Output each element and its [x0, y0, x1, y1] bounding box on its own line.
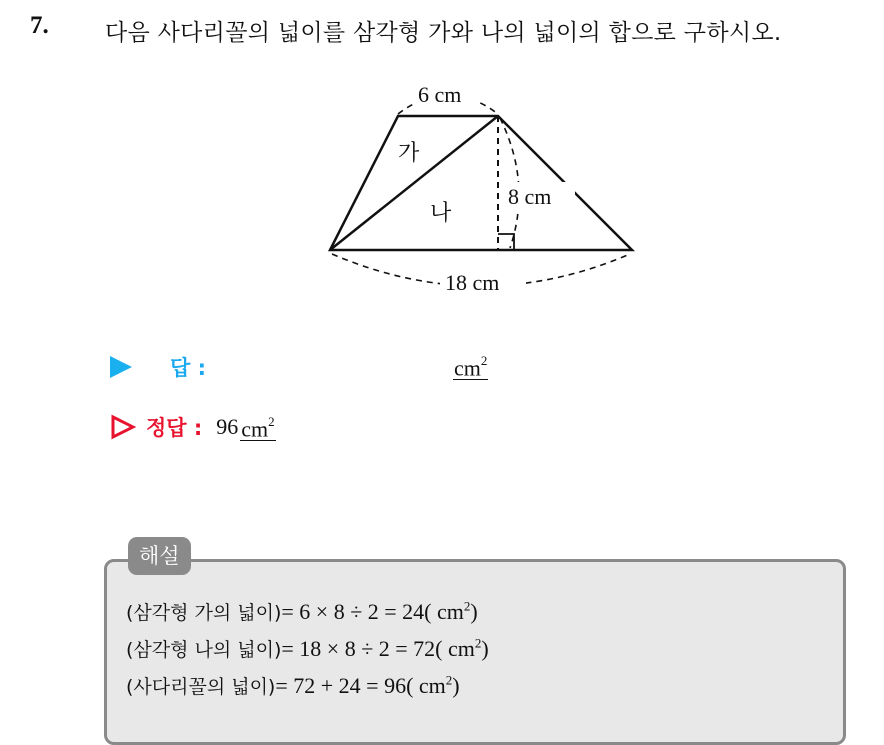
answer-unit[interactable]: $cm^2$	[454, 353, 488, 381]
answer-label: 답 :	[170, 356, 206, 380]
trapezoid-figure	[300, 78, 660, 298]
explanation-line: (삼각형 나의 넓이)= 18 × 8 ÷ 2 = 72( $cm^2$)	[126, 635, 489, 661]
question-number: 7.	[30, 12, 49, 39]
diagonal-line	[330, 116, 498, 250]
region-ga-label: 가	[398, 141, 420, 166]
bottom-length-label: 18 cm	[445, 270, 500, 295]
explanation-line: (사다리꼴의 넓이)= 72 + 24 = 96( $cm^2$)	[126, 672, 460, 698]
top-length-label: 6 cm	[418, 82, 462, 107]
correct-answer-label: 정답 :	[146, 416, 203, 440]
answer-row	[110, 350, 206, 384]
correct-answer-unit: $cm^2$	[241, 413, 275, 442]
height-length-label: 8 cm	[508, 184, 552, 209]
region-na-label: 나	[430, 201, 452, 226]
explanation-tab: 해설	[128, 537, 191, 575]
trapezoid-outline	[330, 116, 632, 250]
correct-answer-row	[110, 410, 276, 444]
correct-answer-value: 96	[216, 414, 239, 439]
right-angle-mark	[498, 234, 514, 250]
outline-arrow-icon	[110, 414, 136, 440]
explanation-line: (삼각형 가의 넓이)= 6 × 8 ÷ 2 = 24( $cm^2$)	[126, 598, 478, 624]
question-text: 다음 사다리꼴의 넓이를 삼각형 가와 나의 넓이의 합으로 구하시오.	[105, 20, 782, 46]
play-arrow-icon	[110, 356, 132, 378]
